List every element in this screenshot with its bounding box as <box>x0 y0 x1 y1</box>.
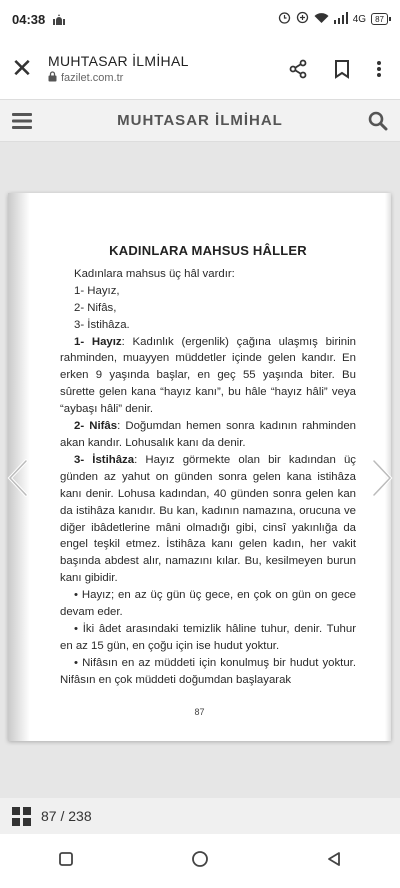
list-item: 1- Hayız, <box>74 284 120 297</box>
paragraph-istihaza <box>60 452 356 587</box>
app-title: MUHTASAR İLMİHAL <box>117 112 283 129</box>
browser-actions <box>288 59 400 79</box>
bullet-item: • Nifâsın en az müddeti için konulmuş bir hudut yoktur. Nifâsın en çok müddeti doğumdan başlayarak <box>60 656 356 686</box>
bullet-item: • İki âdet arasındaki temizlik hâline tuhur, denir. Tuhur en az 15 gün, en çoğu için ise hudut yoktur. <box>60 622 356 652</box>
paragraph-text: : Kadınlık (ergenlik) çağına ulaşmış birinin rahminden, muayyen müddetler içinde gelen kandır. En erken 9 yaşında başlar, en geç 55 yaşında biter. Bu sûrette gelen kana “hayız kanı”, bu hâle “hayız hâli” veya “aybaşı hâli” denir. <box>60 335 356 416</box>
battery-level: 87 <box>375 14 384 24</box>
status-bar <box>0 0 400 38</box>
next-page-icon[interactable] <box>370 458 394 498</box>
wifi-icon <box>314 12 329 27</box>
browser-url <box>48 71 288 85</box>
page-indicator: 87 / 238 <box>41 808 92 824</box>
battery-icon <box>371 13 388 25</box>
url-text: fazilet.com.tr <box>61 71 124 84</box>
status-time: 04:38 <box>12 11 46 27</box>
url-block[interactable] <box>44 53 288 85</box>
paragraph-label: 2- Nifâs <box>74 420 118 433</box>
status-icons <box>278 11 388 27</box>
hamburger-menu-icon[interactable] <box>0 112 44 130</box>
system-navigation-bar <box>0 834 400 888</box>
search-icon[interactable] <box>356 111 400 131</box>
list-item: 3- İstihâza. <box>74 318 130 331</box>
back-icon[interactable] <box>326 851 342 872</box>
more-options-icon[interactable] <box>376 59 382 79</box>
page-number: 87 <box>194 707 205 717</box>
paragraph-text: : Doğumdan hemen sonra kadının rahminden akan kandır. Lohusalık kanı da denir. <box>60 420 356 449</box>
paragraph-hayiz <box>60 334 356 419</box>
bullet-item: • Hayız; en az üç gün üç gece, en çok on gün on gece devam eder. <box>60 589 356 619</box>
book-viewer[interactable] <box>0 142 400 798</box>
browser-page-title: MUHTASAR İLMİHAL <box>48 52 189 69</box>
mosque-notification-icon <box>51 12 67 26</box>
previous-page-icon[interactable] <box>6 458 30 498</box>
bookmark-icon[interactable] <box>334 59 350 79</box>
list-item: 2- Nifâs, <box>74 301 117 314</box>
paragraph-text: : Hayız görmekte olan bir kadından üç günden az yahut on günden sonra gelen kana istihâza kanı denir. Lohusa kadından, 40 günden sonra gelen kan da istihâza kanıdır. Bu kan, kadının namazına, orucuna ve diğer ibâdetlerine mâni olmadığı gibi, cinsî yakınlığa da engel teşkil etmez. İstihâza kanı gelen kadın, her vakit başında abdest alır, namazını kılar. Bu, kesilmeyen burun kanı gibidir. <box>60 453 356 585</box>
network-type: 4G <box>352 13 367 25</box>
paragraph-nifas <box>60 418 356 452</box>
app-header <box>0 100 400 142</box>
paragraph-label: 3- İstihâza <box>74 453 135 466</box>
browser-toolbar <box>0 38 400 100</box>
intro-text: Kadınlara mahsus üç hâl vardır: <box>74 267 235 280</box>
signal-icon <box>334 12 348 27</box>
page-heading: KADINLARA MAHSUS HÂLLER <box>109 243 307 258</box>
page-grid-icon[interactable] <box>12 807 31 826</box>
recents-icon[interactable] <box>58 851 74 872</box>
home-icon[interactable] <box>191 850 209 873</box>
book-page <box>8 193 391 741</box>
alarm-icon <box>278 11 291 27</box>
close-icon[interactable]: ✕ <box>11 53 33 83</box>
paragraph-label: 1- Hayız <box>74 335 122 348</box>
viewer-footer <box>0 798 400 834</box>
share-icon[interactable] <box>288 59 308 79</box>
lock-icon <box>48 71 57 85</box>
data-saver-icon <box>296 11 309 27</box>
page-content <box>60 243 356 689</box>
